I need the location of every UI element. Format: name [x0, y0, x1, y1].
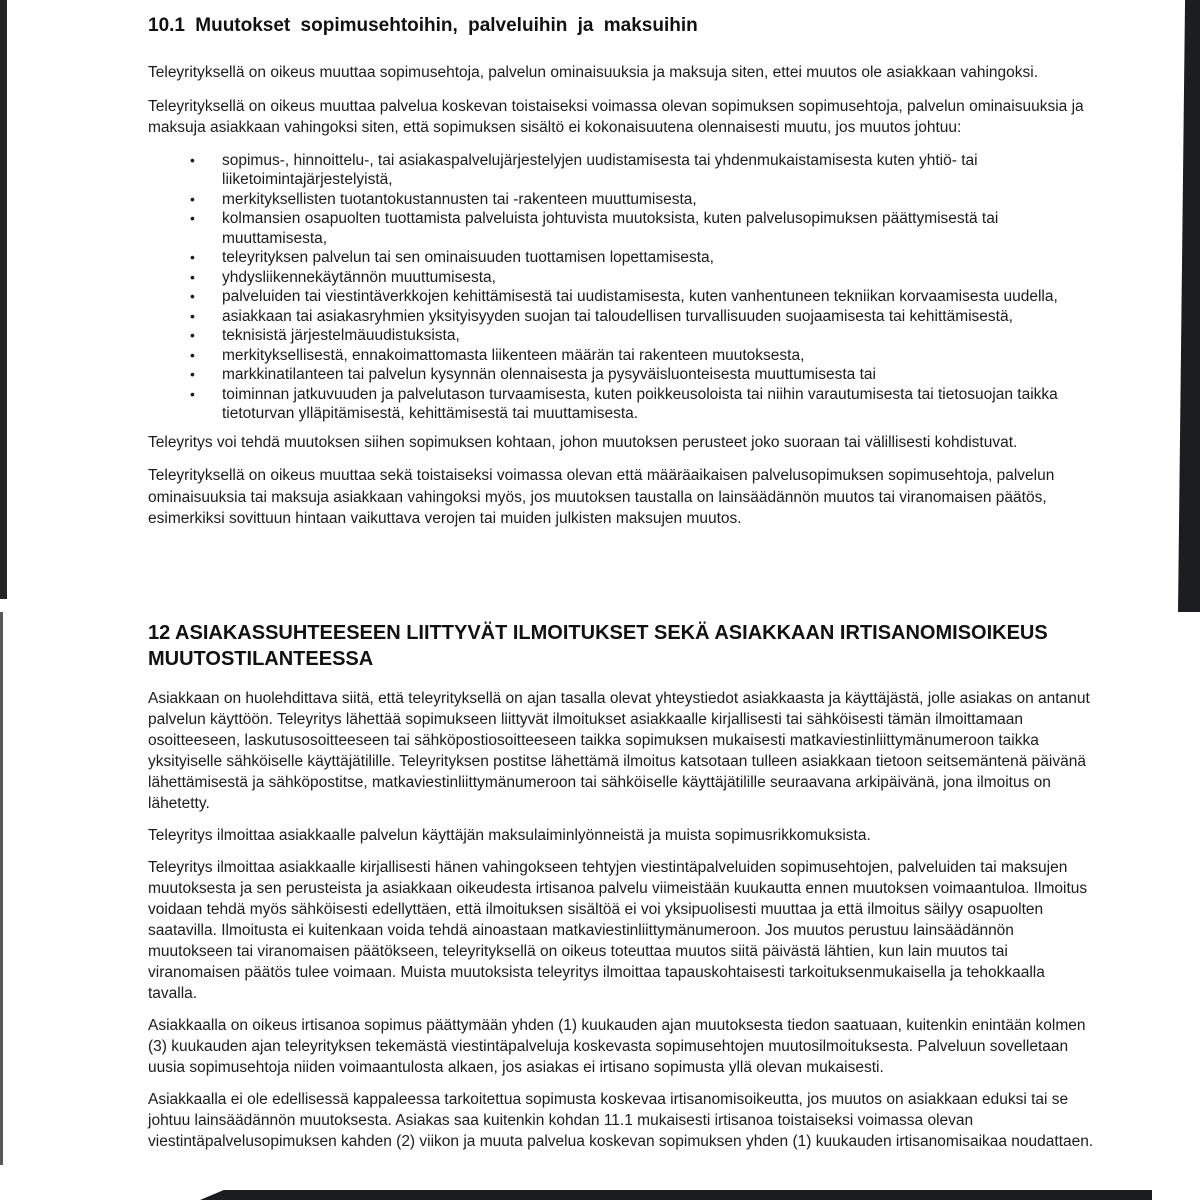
scan-edge-bottom: [200, 1190, 1152, 1200]
list-item-text: sopimus-, hinnoittelu-, tai asiakaspalvelujärjestelyjen uudistamisesta tai yhdenmukaistamisesta kuten yhtiö- tai liiketoimintajärjestelyistä,: [222, 151, 978, 188]
paragraph: Asiakkaalla ei ole edellisessä kappaleessa tarkoitettua sopimusta koskevaa irtisanomisoikeutta, jos muutos on asiakkaan eduksi tai se johtuu lainsäädännön muutoksesta. Asiakas saa kuitenkin kohdan 11.1 mukaisesti irtisanoa toistaiseksi voimassa olevan viestintäpalvelusopimuksen kahden (2) viikon ja muuta palvelua koskevan sopimuksen yhden (1) kuukauden irtisanomisaikaa noudattaen.: [148, 1091, 1094, 1150]
page-2: [0, 612, 1200, 1200]
page-1: [0, 0, 1200, 598]
scan-edge-left: [0, 0, 7, 599]
bullet-icon: •: [190, 268, 195, 285]
scan-edge-left: [0, 612, 3, 1165]
list-item-text: teleyrityksen palvelun tai sen ominaisuuden tuottamisen lopettamisesta,: [222, 249, 714, 266]
bullet-icon: •: [190, 249, 195, 265]
bullet-icon: •: [190, 327, 195, 343]
bullet-icon: •: [190, 210, 195, 226]
paragraph: Teleyrityksellä on oikeus muuttaa palvelua koskevan toistaiseksi voimassa olevan sopimuksen sopimusehtoja, palvelun ominaisuuksia ja maksuja asiakkaan vahingoksi siten, että sopimuksen sisältö ei kokonaisuutena olennaisesti muutu, jos muutos johtuu:: [148, 97, 1084, 136]
change-reasons-list: [148, 151, 1093, 424]
bullet-icon: •: [190, 151, 195, 168]
bullet-icon: •: [190, 190, 195, 207]
bullet-icon: •: [190, 366, 195, 382]
paragraph: Teleyrityksellä on oikeus muuttaa sekä toistaiseksi voimassa olevan että määräaikaisen palvelusopimuksen sopimusehtoja, palvelun ominaisuuksia tai maksuja asiakkaan vahingoksi myös, jos muutoksen taustalla on lainsäädännön muutos tai viranomaisen päätös, esimerkiksi sovittuun hintaan vaikuttava verojen tai muiden julkisten maksujen muutos.: [148, 467, 1055, 527]
paragraph: Teleyritys ilmoittaa asiakkaalle kirjallisesti hänen vahingokseen tehtyjen viestintäpalveluiden sopimusehtojen, palveluiden tai maksujen muutoksesta ja sen perusteista ja asiakkaan oikeudesta irtisanoa palvelu viimeistään kuukautta ennen muutoksen voimaantuloa. Ilmoitus voidaan tehdä myös sähköisesti edellyttäen, että ilmoituksen sisältöä ei voi yksipuolisesti muuttaa ja että ilmoitus säilyy osapuolten saatavilla. Ilmoitusta ei kuitenkaan voida tehdä ainoastaan matkaviestinliittymänumeroon. Jos muutos perustuu lainsäädännön muutokseen tai viranomaisen päätökseen, teleyrityksellä on oikeus toteuttaa muutos siitä päivästä lähtien, kun lain muutos tai viranomaisen päätös tulee voimaan. Muista muutoksista teleyritys ilmoittaa tapauskohtaisesti tarkoituksenmukaisella ja tehokkaalla tavalla.: [148, 859, 1088, 1002]
list-item-text: toiminnan jatkuvuuden ja palvelutason turvaamisesta, kuten poikkeusoloista tai niihin varautumisesta tai tietosuojan taikka tietoturvan ylläpitämisestä, kehittämisestä tai muuttamisesta.: [222, 385, 1058, 422]
list-item: [148, 209, 1093, 248]
paragraph: Asiakkaalla on oikeus irtisanoa sopimus päättymään yhden (1) kuukauden ajan muutoksesta tiedon saatuaan, kuitenkin enintään kolmen (3) kuukauden ajan teleyrityksen tekemästä viestintäpalveluja koskevasta sopimusehtojen muutosilmoituksesta. Palveluun sovelletaan uusia sopimusehtoja niiden voimaantulosta alkaen, jos asiakas ei irtisano sopimusta yllä olevan mukaisesti.: [148, 1017, 1086, 1076]
list-item-text: yhdysliikennekäytännön muuttumisesta,: [222, 268, 496, 286]
list-item: [148, 268, 1093, 288]
list-item-text: merkityksellisten tuotantokustannusten tai -rakenteen muuttumisesta,: [222, 190, 697, 208]
list-item: [148, 151, 1093, 190]
bullet-icon: •: [190, 346, 195, 363]
paragraph: Teleyritys voi tehdä muutoksen siihen sopimuksen kohtaan, johon muutoksen perusteet joko suoraan tai välillisesti kohdistuvat.: [148, 433, 1018, 451]
list-item-text: teknisistä järjestelmäuudistuksista,: [222, 327, 460, 344]
list-item: [148, 287, 1093, 307]
list-item-text: merkityksellisestä, ennakoimattomasta liikenteen määrän tai rakenteen muutoksesta,: [222, 346, 805, 364]
list-item: [148, 307, 1093, 327]
list-item: [148, 346, 1093, 366]
list-item-text: asiakkaan tai asiakasryhmien yksityisyyden suojan tai taloudellisen turvallisuuden suojaamisesta tai kehittämisestä,: [222, 307, 1013, 325]
section-10-1: [148, 14, 1093, 542]
list-item: [148, 365, 1093, 385]
bullet-icon: •: [190, 288, 195, 304]
list-item: [148, 326, 1093, 346]
section-12: [148, 620, 1096, 1163]
list-item-text: palveluiden tai viestintäverkkojen kehittämisestä tai uudistamisesta, kuten vanhentuneen tekniikan korvaamisesta uudella,: [222, 288, 1058, 305]
list-item: [148, 385, 1093, 424]
paragraph: Teleyritys ilmoittaa asiakkaalle palvelun käyttäjän maksulaiminlyönneistä ja muista sopimusrikkomuksista.: [148, 827, 871, 844]
paragraph: Teleyrityksellä on oikeus muuttaa sopimusehtoja, palvelun ominaisuuksia ja maksuja siten, ettei muutos ole asiakkaan vahingoksi.: [148, 64, 1039, 81]
section-12-heading: 12 ASIAKASSUHTEESEEN LIITTYVÄT ILMOITUKSET SEKÄ ASIAKKAAN IRTISANOMISOIKEUS MUUTOSTILANTEESSA: [148, 622, 1048, 670]
paragraph: Asiakkaan on huolehdittava siitä, että teleyrityksellä on ajan tasalla olevat yhteystiedot asiakkaasta ja käyttäjästä, jolle asiakas on antanut palvelun käyttöön. Teleyritys lähettää sopimukseen liittyvät ilmoitukset asiakkaalle kirjallisesti tai sähköisesti tämän ilmoittamaan osoitteeseen, laskutusosoitteeseen tai sähköpostiosoitteeseen taikka sopimuksen mukaisesti matkaviestinliittymänumeroon taikka yksityiselle sähköiselle käyttäjätilille. Teleyrityksen postitse lähettämä ilmoitus katsotaan tulleen asiakkaan tietoon seitsemäntenä päivänä lähettämisestä ja sähköpostitse, matkaviestinliittymänumeroon tai sähköiselle käyttäjätilille seuraavana arkipäivänä, jona ilmoitus on lähetetty.: [148, 690, 1090, 812]
bullet-icon: •: [190, 307, 195, 324]
scan-edge-right: [1178, 0, 1200, 612]
list-item-text: kolmansien osapuolten tuottamista palveluista johtuvista muutoksista, kuten palvelusopimuksen päättymisestä tai muuttamisesta,: [222, 210, 999, 247]
section-10-1-heading: 10.1 Muutokset sopimusehtoihin, palveluihin ja maksuihin: [148, 15, 698, 36]
list-item: [148, 248, 1093, 268]
list-item: [148, 190, 1093, 210]
list-item-text: markkinatilanteen tai palvelun kysynnän olennaisesta ja pysyväisluonteisesta muuttumisesta tai: [222, 366, 876, 383]
bullet-icon: •: [190, 385, 195, 402]
